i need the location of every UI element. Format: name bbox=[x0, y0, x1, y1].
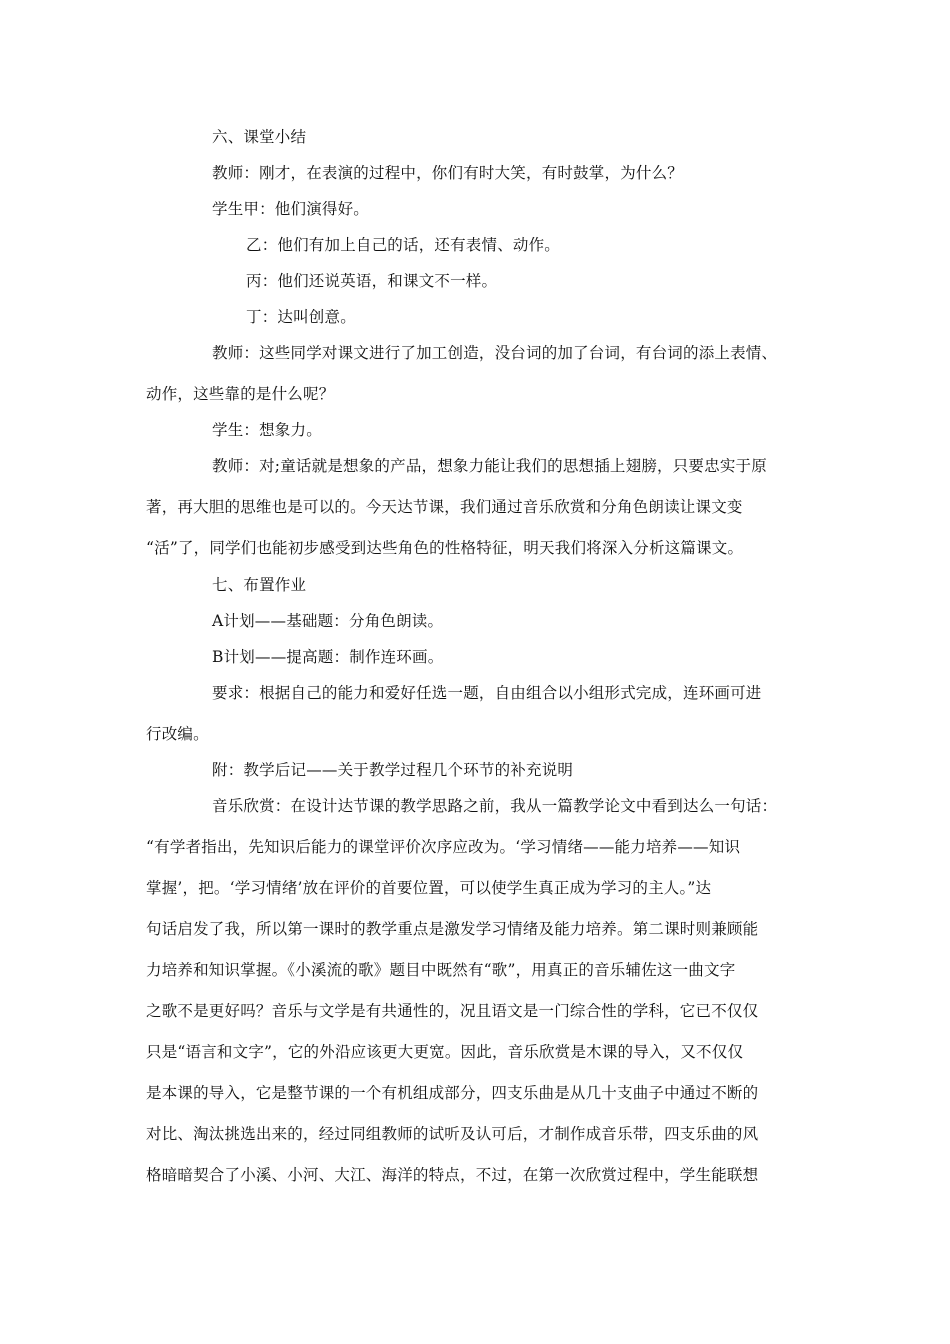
paragraph-line: 乙：他们有加上自己的话，还有表情、动作。 bbox=[246, 236, 561, 254]
paragraph-line: 学生：想象力。 bbox=[212, 421, 322, 439]
paragraph-line: 丁：达叫创意。 bbox=[246, 308, 356, 326]
paragraph-line: 教师：刚才，在表演的过程中，你们有时大笑，有时鼓掌，为什么？ bbox=[212, 164, 684, 182]
paragraph-line: 格暗暗契合了小溪、小河、大江、海洋的特点，不过，在第一次欣赏过程中，学生能联想 bbox=[146, 1166, 759, 1184]
paragraph-line: 动作，这些靠的是什么呢？ bbox=[146, 385, 335, 403]
paragraph-line: A计划——基础题：分角色朗读。 bbox=[212, 612, 444, 630]
paragraph-line: 著，再大胆的思维也是可以的。今天达节课，我们通过音乐欣赏和分角色朗读让课文变 bbox=[146, 498, 743, 516]
paragraph-line: “有学者指出，先知识后能力的课堂评价次序应改为。‘学习情绪——能力培养——知识 bbox=[146, 838, 741, 856]
paragraph-line: 学生甲：他们演得好。 bbox=[212, 200, 370, 218]
section-heading-summary: 六、课堂小结 bbox=[212, 128, 307, 146]
paragraph-line: 行改编。 bbox=[146, 725, 209, 743]
paragraph-line: 对比、淘汰挑选出来的，经过同组教师的试听及认可后，才制作成音乐带，四支乐曲的风 bbox=[146, 1125, 759, 1143]
paragraph-line: 教师：对;童话就是想象的产品，想象力能让我们的思想插上翅膀，只要忠实于原 bbox=[212, 457, 767, 475]
appendix-heading: 附：教学后记——关于教学过程几个环节的补充说明 bbox=[212, 761, 574, 779]
paragraph-line: 丙：他们还说英语，和课文不一样。 bbox=[246, 272, 498, 290]
paragraph-line: “活”了，同学们也能初步感受到达些角色的性格特征，明天我们将深入分析这篇课文。 bbox=[146, 539, 744, 557]
paragraph-line: 要求：根据自己的能力和爱好任选一题，自由组合以小组形式完成，连环画可进 bbox=[212, 684, 762, 702]
paragraph-line: 音乐欣赏：在设计达节课的教学思路之前，我从一篇教学论文中看到达么一句话： bbox=[212, 797, 778, 815]
paragraph-line: 之歌不是更好吗？音乐与文学是有共通性的，况且语文是一门综合性的学科，它已不仅仅 bbox=[146, 1002, 759, 1020]
paragraph-line: 教师：这些同学对课文进行了加工创造，没台词的加了台词，有台词的添上表情、 bbox=[212, 344, 778, 362]
paragraph-line: B计划——提高题：制作连环画。 bbox=[212, 648, 444, 666]
paragraph-line: 只是“语言和文字”，它的外沿应该更大更宽。因此，音乐欣赏是木课的导入，又不仅仅 bbox=[146, 1043, 744, 1061]
paragraph-line: 力培养和知识掌握。《小溪流的歌》题目中既然有“歌”，用真正的音乐辅佐这一曲文字 bbox=[146, 961, 736, 979]
paragraph-line: 句话启发了我，所以第一课时的教学重点是激发学习情绪及能力培养。第二课时则兼顾能 bbox=[146, 920, 759, 938]
paragraph-line: 是本课的导入，它是整节课的一个有机组成部分，四支乐曲是从几十支曲子中通过不断的 bbox=[146, 1084, 759, 1102]
paragraph-line: 掌握’，把。‘学习情绪’放在评价的首要位置，可以使学生真正成为学习的主人。”达 bbox=[146, 879, 712, 897]
section-heading-homework: 七、布置作业 bbox=[212, 576, 307, 594]
